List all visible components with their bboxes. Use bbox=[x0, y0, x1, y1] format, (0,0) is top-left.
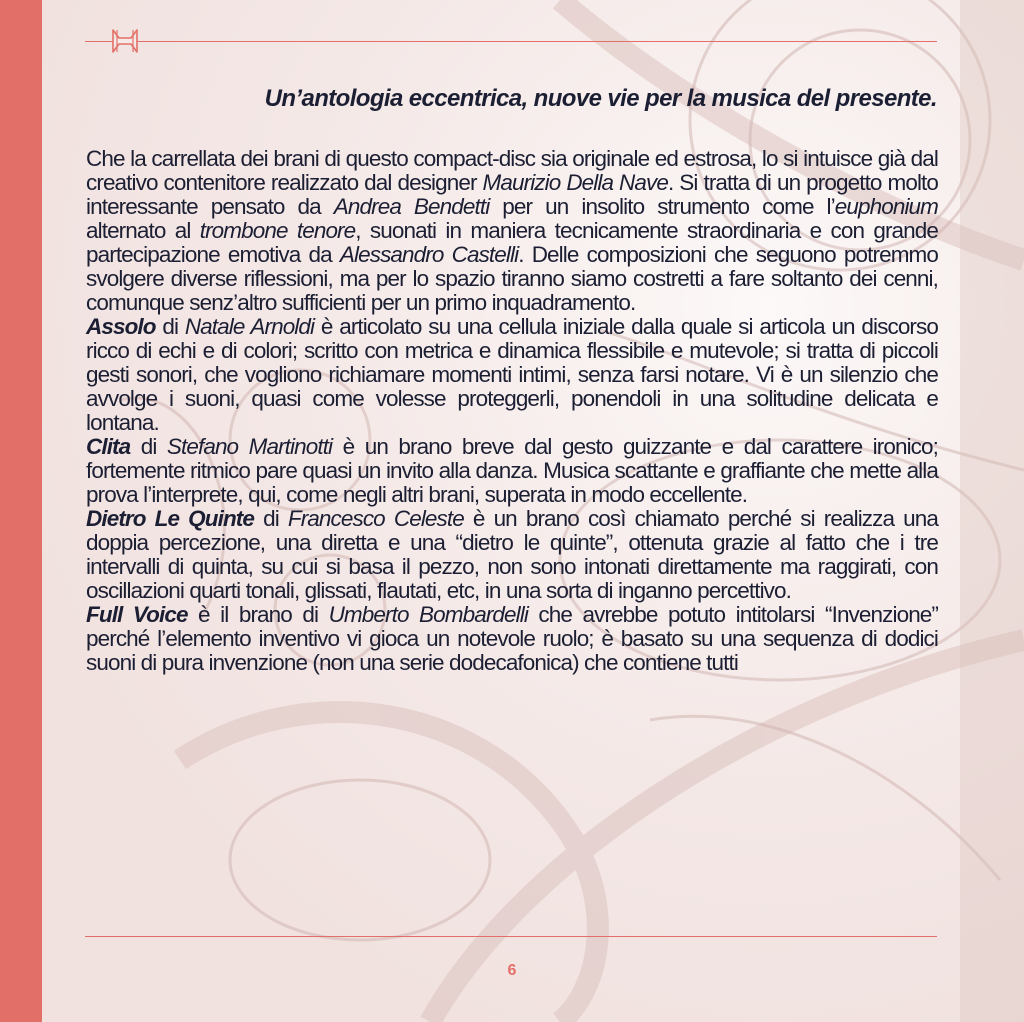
emphasis-text: Andrea Bendetti bbox=[333, 194, 490, 219]
paragraph bbox=[86, 603, 938, 675]
piece-title: Assolo bbox=[86, 314, 156, 339]
paragraph bbox=[86, 435, 938, 507]
text-run: di bbox=[254, 506, 288, 531]
text-run: Che la carrellata dei brani di questo compact-disc sia originale ed estrosa, lo si intuisce già dal creativo contenitore realizzato dal designer bbox=[86, 146, 938, 195]
piece-title: Full Voice bbox=[86, 602, 188, 627]
text-run: . Si tratta di un progetto molto interessante pensato da bbox=[86, 170, 939, 219]
text-run: è un brano così chiamato perché si realizza una doppia percezione, una diretta e una “dietro le quinte”, ottenuta grazie al fatto che i tre intervalli di quinta, su cui si basa il pezzo, non sono intonati direttamente ma raggirati, con oscillazioni quarti tonali, glissati, flautati, etc, in una sorta di inganno percettivo. bbox=[86, 506, 938, 603]
emphasis-text: Francesco Celeste bbox=[287, 506, 464, 531]
text-run: che avrebbe potuto intitolarsi “Invenzione” perché l’elemento inventivo vi gioca un notevole ruolo; è basato su una sequenza di dodici suoni di pura invenzione (non una serie dodecafonica) che contiene tutti bbox=[86, 602, 939, 675]
bottom-divider bbox=[85, 936, 937, 937]
text-run: è un brano breve dal gesto guizzante e dal carattere ironico; fortemente ritmico pare quasi un invito alla danza. Musica scattante e graffiante che mette alla prova l’interprete, qui, come negli altri brani, superata in modo eccellente. bbox=[86, 434, 938, 507]
top-divider bbox=[85, 41, 937, 42]
emphasis-text: Umberto Bombardelli bbox=[328, 602, 528, 627]
horn-bell-icon bbox=[107, 24, 143, 56]
emphasis-text: Alessandro Castelli bbox=[339, 242, 519, 267]
page-number: 6 bbox=[507, 962, 517, 979]
text-run: è articolato su una cellula iniziale dalla quale si articola un discorso ricco di echi e di colori; scritto con metrica e dinamica flessibile e mutevole; si tratta di piccoli gesti sonori, che vogliono richiamare momenti intimi, senza farsi notare. Vi è un silenzio che avvolge i suoni, quasi come volesse proteggerli, ponendoli in una solitudine delicata e lontana. bbox=[86, 314, 938, 435]
emphasis-text: Maurizio Della Nave bbox=[482, 170, 668, 195]
paragraph bbox=[86, 507, 938, 603]
text-run: di bbox=[130, 434, 167, 459]
piece-title: Clita bbox=[86, 434, 131, 459]
emphasis-text: Stefano Martinotti bbox=[166, 434, 333, 459]
paragraph bbox=[86, 147, 938, 315]
emphasis-text: trombone tenore bbox=[199, 218, 356, 243]
page-heading: Un’antologia eccentrica, nuove vie per la musica del presente. bbox=[264, 85, 937, 112]
text-run: alternato al bbox=[86, 218, 200, 243]
body-text bbox=[86, 147, 938, 675]
paragraph bbox=[86, 315, 938, 435]
left-accent-band bbox=[0, 0, 42, 1022]
text-run: per un insolito strumento come l’ bbox=[489, 194, 835, 219]
text-run: è il brano di bbox=[187, 602, 329, 627]
piece-title: Dietro Le Quinte bbox=[86, 506, 255, 531]
text-run: , suonati in maniera tecnicamente straordinaria e con grande partecipazione emotiva da bbox=[86, 218, 938, 267]
emphasis-text: Natale Arnoldi bbox=[184, 314, 315, 339]
header-ornament bbox=[85, 24, 937, 56]
emphasis-text: euphonium bbox=[834, 194, 939, 219]
text-run: di bbox=[155, 314, 185, 339]
text-run: . Delle composizioni che seguono potremmo svolgere diverse riflessioni, ma per lo spazio tiranno siamo costretti a fare soltanto dei cenni, comunque senz’altro sufficienti per un primo inquadramento. bbox=[86, 242, 939, 315]
